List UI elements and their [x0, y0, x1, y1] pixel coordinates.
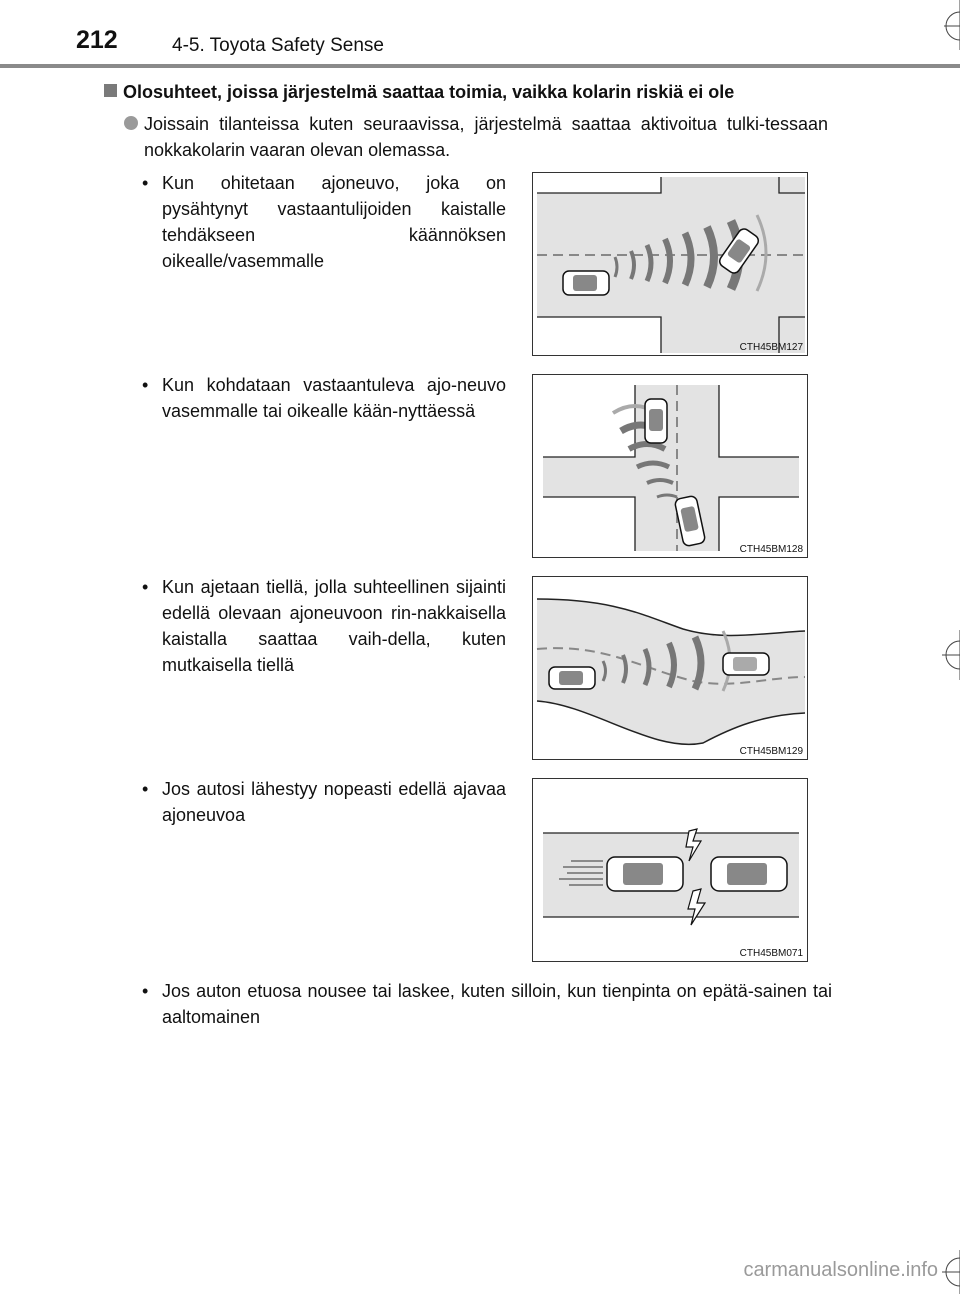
watermark: carmanualsonline.info	[743, 1259, 938, 1281]
oncoming-car-icon	[645, 399, 667, 443]
list-item-text: Jos auton etuosa nousee tai laskee, kuten silloin, kun tienpinta on epätä-sainen tai aaltomainen	[162, 981, 832, 1027]
list-item-text: Jos autosi lähestyy nopeasti edellä ajavaa ajoneuvoa	[162, 779, 506, 825]
lead-paragraph	[126, 111, 828, 163]
figure-code: CTH45BM071	[739, 948, 803, 959]
own-car-icon	[607, 857, 683, 891]
list-item-text: Kun ohitetaan ajoneuvo, joka on pysähtynyt vastaantulijoiden kaistalle tehdäkseen käännöksen oikealle/vasemmalle	[162, 173, 506, 271]
page-number: 212	[76, 26, 118, 54]
figure-curved-road	[532, 576, 808, 760]
own-car-icon	[563, 271, 609, 295]
intersection-oncoming-illustration	[533, 375, 809, 559]
section-title: 4-5. Toyota Safety Sense	[172, 35, 384, 56]
list-item	[142, 776, 506, 828]
figure-intersection-turn	[532, 172, 808, 356]
list-bullet: •	[142, 173, 149, 193]
list-bullet: •	[142, 779, 149, 799]
list-item	[142, 978, 832, 1030]
bullet-dot-icon	[124, 116, 138, 130]
own-car-icon	[549, 667, 595, 689]
list-bullet: •	[142, 375, 149, 395]
figure-code: CTH45BM128	[739, 544, 803, 555]
lead-text: Joissain tilanteissa kuten seuraavissa, järjestelmä saattaa aktivoitua tulki-tessaan nokkakolarin vaaran olevan olemassa.	[144, 114, 828, 160]
heading-text: Olosuhteet, joissa järjestelmä saattaa toimia, vaikka kolarin riskiä ei ole	[123, 82, 735, 102]
heading	[104, 82, 734, 103]
list-item-text: Kun kohdataan vastaantuleva ajo-neuvo vasemmalle tai oikealle kään-nyttäessä	[162, 375, 506, 421]
crop-mark-middle	[930, 630, 960, 680]
header-rule	[0, 64, 960, 68]
list-item	[142, 574, 506, 678]
list-item	[142, 372, 506, 424]
list-bullet: •	[142, 577, 149, 597]
curved-road-illustration	[533, 577, 809, 761]
list-bullet: •	[142, 981, 149, 1001]
leading-car-icon	[723, 653, 769, 675]
rapid-approach-illustration	[533, 779, 809, 963]
figure-code: CTH45BM127	[739, 342, 803, 353]
list-item-text: Kun ajetaan tiellä, jolla suhteellinen sijainti edellä olevaan ajoneuvoon rin-nakkaisella kaistalla saattaa vaih-della, kuten mutkaisella tiellä	[162, 577, 506, 675]
intersection-turn-illustration	[533, 173, 809, 357]
figure-code: CTH45BM129	[739, 746, 803, 757]
figure-intersection-oncoming	[532, 374, 808, 558]
leading-car-icon	[711, 857, 787, 891]
figure-rapid-approach	[532, 778, 808, 962]
heading-square-icon	[104, 84, 117, 97]
crop-mark-top	[930, 0, 960, 50]
list-item	[142, 170, 506, 274]
